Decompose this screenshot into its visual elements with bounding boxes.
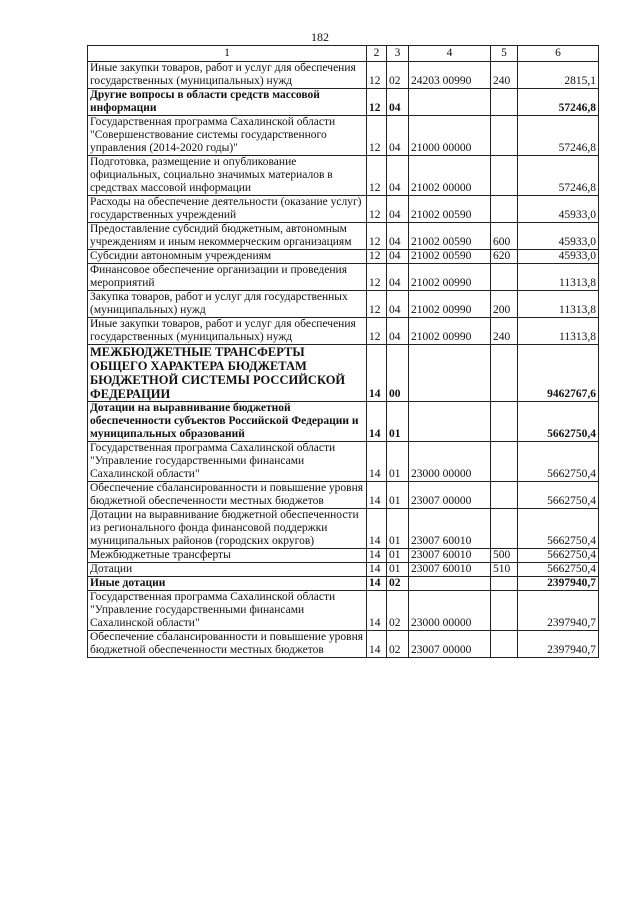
table-row <box>88 62 599 89</box>
row-amount: 2815,1 <box>518 62 599 89</box>
row-subsection-code: 01 <box>387 402 409 442</box>
row-target-article: 21002 00590 <box>409 196 491 223</box>
row-target-article: 21002 00590 <box>409 223 491 250</box>
table-row <box>88 264 599 291</box>
header-col-target-article: 4 <box>409 46 491 62</box>
row-amount: 5662750,4 <box>518 442 599 482</box>
row-section-code: 12 <box>367 89 387 116</box>
row-name: Предоставление субсидий бюджетным, автономным учреждениям и иным некоммерческим организациям <box>88 223 367 250</box>
row-subsection-code: 04 <box>387 250 409 264</box>
row-target-article <box>409 402 491 442</box>
table-row <box>88 577 599 591</box>
row-expense-type <box>491 509 518 549</box>
row-name: Расходы на обеспечение деятельности (оказание услуг) государственных учреждений <box>88 196 367 223</box>
row-section-code: 12 <box>367 250 387 264</box>
row-subsection-code: 04 <box>387 89 409 116</box>
header-col-section: 2 <box>367 46 387 62</box>
row-subsection-code: 01 <box>387 549 409 563</box>
row-expense-type <box>491 442 518 482</box>
row-name: Другие вопросы в области средств массовой информации <box>88 89 367 116</box>
row-expense-type: 240 <box>491 62 518 89</box>
row-name: Дотации на выравнивание бюджетной обеспеченности субъектов Российской Федерации и муниципальных образований <box>88 402 367 442</box>
table-row <box>88 345 599 402</box>
row-name: Обеспечение сбалансированности и повышение уровня бюджетной обеспеченности местных бюджетов <box>88 482 367 509</box>
row-expense-type: 510 <box>491 563 518 577</box>
row-target-article <box>409 345 491 402</box>
row-subsection-code: 02 <box>387 577 409 591</box>
header-col-amount: 6 <box>518 46 599 62</box>
header-col-name: 1 <box>88 46 367 62</box>
row-amount: 45933,0 <box>518 223 599 250</box>
row-subsection-code: 04 <box>387 318 409 345</box>
row-section-code: 14 <box>367 577 387 591</box>
table-row <box>88 549 599 563</box>
row-amount: 11313,8 <box>518 318 599 345</box>
row-subsection-code: 04 <box>387 291 409 318</box>
budget-table <box>87 45 599 658</box>
row-target-article <box>409 89 491 116</box>
table-row <box>88 196 599 223</box>
row-target-article: 23000 00000 <box>409 442 491 482</box>
row-amount: 2397940,7 <box>518 591 599 631</box>
row-expense-type <box>491 116 518 156</box>
row-subsection-code: 01 <box>387 482 409 509</box>
row-expense-type <box>491 631 518 658</box>
row-name: Государственная программа Сахалинской области "Совершенствование системы государственного управления (2014-2020 годы)" <box>88 116 367 156</box>
row-amount: 45933,0 <box>518 196 599 223</box>
row-name: Дотации на выравнивание бюджетной обеспеченности из регионального фонда финансовой поддержки муниципальных районов (городских округов) <box>88 509 367 549</box>
table-row <box>88 156 599 196</box>
row-expense-type <box>491 345 518 402</box>
row-name: Закупка товаров, работ и услуг для государственных (муниципальных) нужд <box>88 291 367 318</box>
row-expense-type: 200 <box>491 291 518 318</box>
row-target-article <box>409 577 491 591</box>
row-section-code: 12 <box>367 318 387 345</box>
row-expense-type: 620 <box>491 250 518 264</box>
table-header-row <box>88 46 599 62</box>
row-expense-type: 500 <box>491 549 518 563</box>
table-row <box>88 402 599 442</box>
table-row <box>88 509 599 549</box>
row-subsection-code: 04 <box>387 196 409 223</box>
table-row <box>88 563 599 577</box>
row-name: Иные дотации <box>88 577 367 591</box>
row-name: Государственная программа Сахалинской области "Управление государственными финансами Сахалинской области" <box>88 442 367 482</box>
row-name: Обеспечение сбалансированности и повышение уровня бюджетной обеспеченности местных бюджетов <box>88 631 367 658</box>
row-target-article: 23007 60010 <box>409 509 491 549</box>
row-expense-type <box>491 577 518 591</box>
row-subsection-code: 04 <box>387 264 409 291</box>
row-target-article: 21002 00990 <box>409 291 491 318</box>
row-expense-type <box>491 196 518 223</box>
row-subsection-code: 01 <box>387 442 409 482</box>
row-target-article: 23007 60010 <box>409 549 491 563</box>
table-row <box>88 291 599 318</box>
row-expense-type: 240 <box>491 318 518 345</box>
row-amount: 5662750,4 <box>518 482 599 509</box>
row-section-code: 12 <box>367 291 387 318</box>
row-amount: 57246,8 <box>518 156 599 196</box>
row-section-code: 12 <box>367 156 387 196</box>
row-expense-type <box>491 482 518 509</box>
row-target-article: 21002 00000 <box>409 156 491 196</box>
row-expense-type <box>491 264 518 291</box>
row-amount: 11313,8 <box>518 264 599 291</box>
row-amount: 5662750,4 <box>518 563 599 577</box>
row-amount: 11313,8 <box>518 291 599 318</box>
row-target-article: 21002 00590 <box>409 250 491 264</box>
row-subsection-code: 02 <box>387 631 409 658</box>
row-section-code: 12 <box>367 264 387 291</box>
row-section-code: 12 <box>367 196 387 223</box>
header-col-expense-type: 5 <box>491 46 518 62</box>
row-target-article: 23000 00000 <box>409 591 491 631</box>
row-subsection-code: 04 <box>387 223 409 250</box>
row-section-code: 14 <box>367 591 387 631</box>
row-amount: 9462767,6 <box>518 345 599 402</box>
row-section-code: 12 <box>367 116 387 156</box>
row-expense-type <box>491 402 518 442</box>
row-target-article: 21002 00990 <box>409 318 491 345</box>
row-target-article: 24203 00990 <box>409 62 491 89</box>
row-amount: 5662750,4 <box>518 509 599 549</box>
row-amount: 57246,8 <box>518 116 599 156</box>
row-subsection-code: 02 <box>387 591 409 631</box>
row-amount: 2397940,7 <box>518 577 599 591</box>
table-row <box>88 591 599 631</box>
row-expense-type: 600 <box>491 223 518 250</box>
row-target-article: 21002 00990 <box>409 264 491 291</box>
row-name: Межбюджетные трансферты <box>88 549 367 563</box>
table-row <box>88 482 599 509</box>
row-amount: 45933,0 <box>518 250 599 264</box>
row-name: Иные закупки товаров, работ и услуг для обеспечения государственных (муниципальных) нужд <box>88 318 367 345</box>
table-row <box>88 250 599 264</box>
row-name: Иные закупки товаров, работ и услуг для обеспечения государственных (муниципальных) нужд <box>88 62 367 89</box>
row-section-code: 14 <box>367 402 387 442</box>
row-amount: 5662750,4 <box>518 402 599 442</box>
row-name: Подготовка, размещение и опубликование официальных, социально значимых материалов в средствах массовой информации <box>88 156 367 196</box>
table-row <box>88 631 599 658</box>
row-subsection-code: 00 <box>387 345 409 402</box>
row-section-code: 14 <box>367 563 387 577</box>
row-section-code: 14 <box>367 549 387 563</box>
row-subsection-code: 02 <box>387 62 409 89</box>
table-row <box>88 223 599 250</box>
row-section-code: 14 <box>367 482 387 509</box>
row-subsection-code: 01 <box>387 509 409 549</box>
row-section-code: 12 <box>367 62 387 89</box>
header-col-subsection: 3 <box>387 46 409 62</box>
table-row <box>88 89 599 116</box>
row-name: Государственная программа Сахалинской области "Управление государственными финансами Сахалинской области" <box>88 591 367 631</box>
row-target-article: 23007 00000 <box>409 631 491 658</box>
row-amount: 2397940,7 <box>518 631 599 658</box>
row-name: Дотации <box>88 563 367 577</box>
row-section-code: 12 <box>367 223 387 250</box>
table-row <box>88 442 599 482</box>
row-amount: 57246,8 <box>518 89 599 116</box>
row-name: МЕЖБЮДЖЕТНЫЕ ТРАНСФЕРТЫ ОБЩЕГО ХАРАКТЕРА БЮДЖЕТАМ БЮДЖЕТНОЙ СИСТЕМЫ РОССИЙСКОЙ ФЕДЕРАЦИИ <box>88 345 367 402</box>
row-section-code: 14 <box>367 442 387 482</box>
table-row <box>88 318 599 345</box>
table-row <box>88 116 599 156</box>
row-expense-type <box>491 156 518 196</box>
row-section-code: 14 <box>367 345 387 402</box>
row-subsection-code: 01 <box>387 563 409 577</box>
row-target-article: 23007 60010 <box>409 563 491 577</box>
row-target-article: 23007 00000 <box>409 482 491 509</box>
row-name: Финансовое обеспечение организации и проведения мероприятий <box>88 264 367 291</box>
row-amount: 5662750,4 <box>518 549 599 563</box>
row-subsection-code: 04 <box>387 156 409 196</box>
row-section-code: 14 <box>367 509 387 549</box>
page-number: 182 <box>311 30 329 44</box>
row-target-article: 21000 00000 <box>409 116 491 156</box>
row-expense-type <box>491 89 518 116</box>
row-section-code: 14 <box>367 631 387 658</box>
row-expense-type <box>491 591 518 631</box>
row-name: Субсидии автономным учреждениям <box>88 250 367 264</box>
row-subsection-code: 04 <box>387 116 409 156</box>
